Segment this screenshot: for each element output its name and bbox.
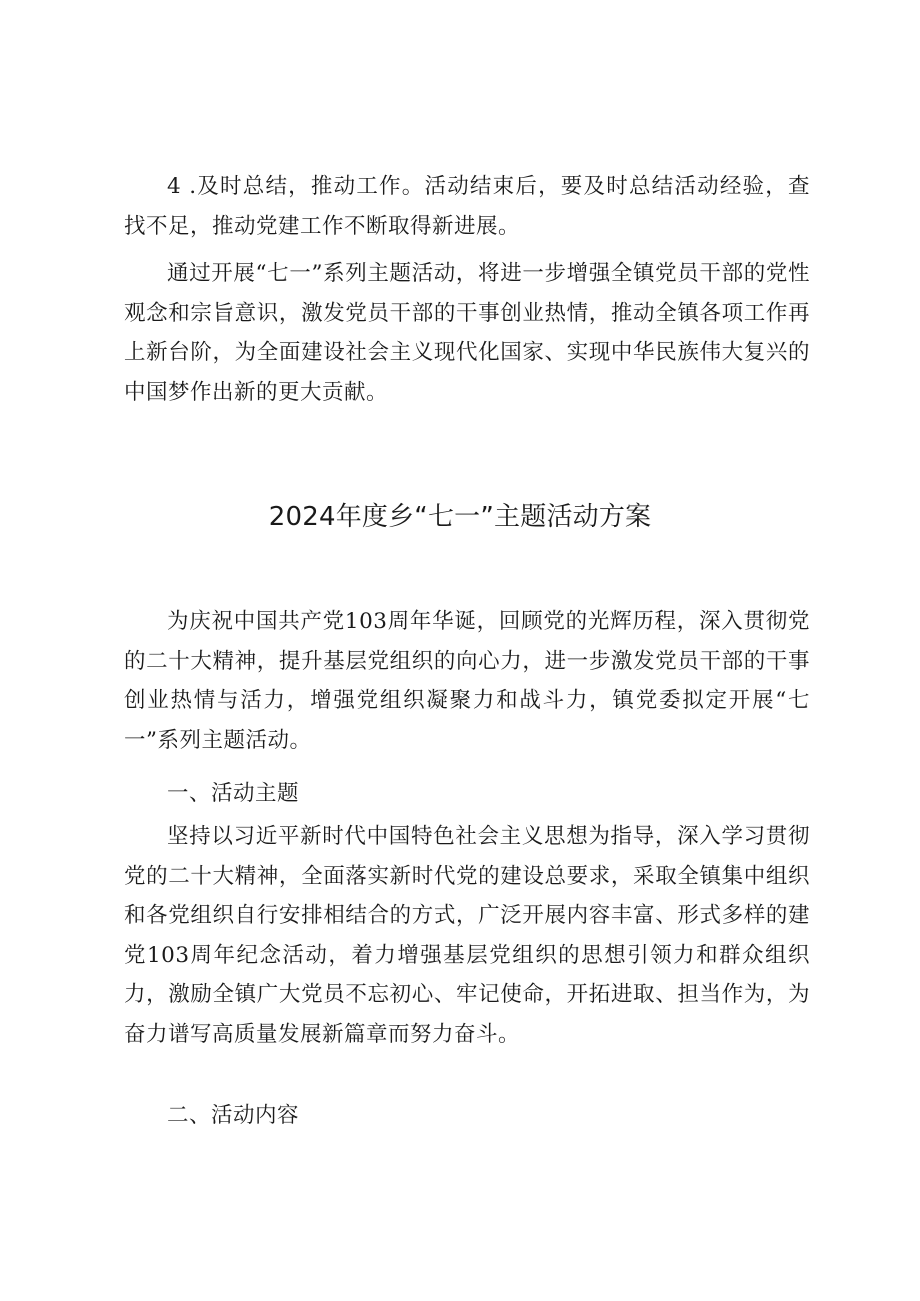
- section-heading-theme: 一、活动主题: [167, 781, 300, 806]
- section-heading-content: 二、活动内容: [167, 1103, 300, 1128]
- document-title: 2024年度乡“七一”主题活动方案: [268, 502, 652, 532]
- paragraph-theme-body: 坚持以习近平新时代中国特色社会主义思想为指导，深入学习贯彻党的二十大精神，全面落实新时代党的建设总要求，采取全镇集中组织和各党组织自行安排相结合的方式，广泛开展内容丰富、形式多样的建党103周年纪念活动，着力增强基层党组织的思想引领力和群众组织力，激励全镇广大党员不忘初心、牢记使命，开拓进取、担当作为，为奋力谱写高质量发展新篇章而努力奋斗。: [124, 824, 810, 1047]
- paragraph-intro: 为庆祝中国共产党103周年华诞，回顾党的光辉历程，深入贯彻党的二十大精神，提升基层党组织的向心力，进一步激发党员干部的干事创业热情与活力，增强党组织凝聚力和战斗力，镇党委拟定开展“七一”系列主题活动。: [124, 609, 810, 753]
- paragraph-item-4: 4 .及时总结，推动工作。活动结束后，要及时总结活动经验，查找不足，推动党建工作不断取得新进展。: [124, 174, 810, 239]
- paragraph-closing: 通过开展“七一”系列主题活动，将进一步增强全镇党员干部的党性观念和宗旨意识，激发党员干部的干事创业热情，推动全镇各项工作再上新台阶，为全面建设社会主义现代化国家、实现中华民族伟大复兴的中国梦作出新的更大贡献。: [124, 261, 810, 405]
